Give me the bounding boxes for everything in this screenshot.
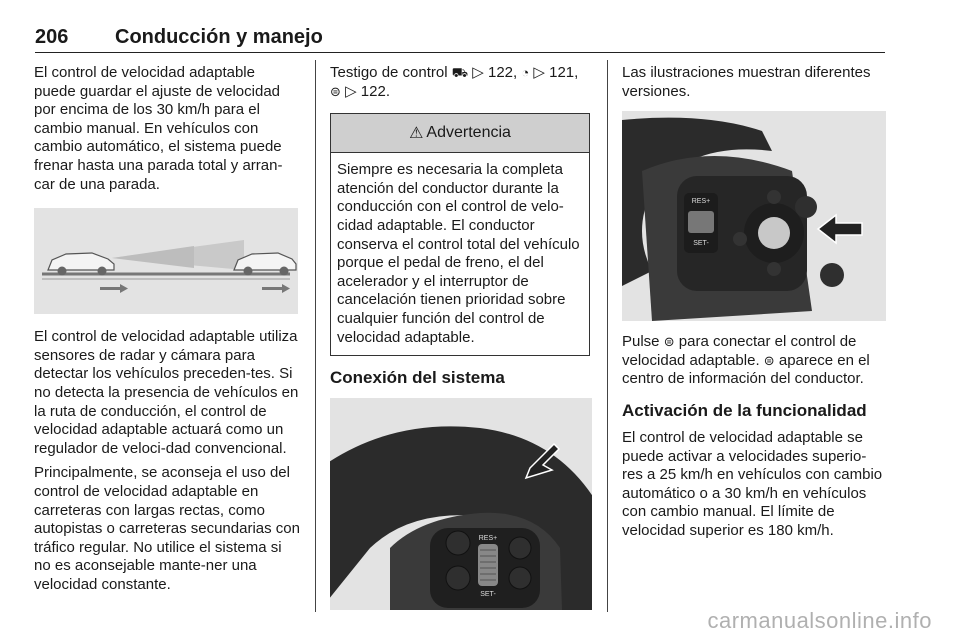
paragraph: Principalmente, se aconseja el uso del control de velocidad adaptable en carreteras con largas rectas, como autopistas o carreteras secundarias con tráfico regular. No utilice el sistema si no es aconsejable mante-ner una velocidad constante. xyxy=(34,464,300,593)
adaptive-cruise-icon: ⊜ xyxy=(763,352,775,368)
paragraph: El control de velocidad adaptable puede guardar el ajuste de velocidad por encima de los 30 km/h para el cambio manual. En vehículos con cambio automático, el sistema puede frenar hasta una parada total y arran-car de una parada. xyxy=(34,64,283,193)
svg-text:RES+: RES+ xyxy=(478,535,498,543)
column-divider xyxy=(315,60,316,612)
svg-text:SET-: SET- xyxy=(480,591,496,599)
section-heading: Activación de la funcionalidad xyxy=(622,400,867,420)
steering-wheel-illustration-1 xyxy=(330,398,592,610)
column-left xyxy=(34,64,300,600)
arrow-icon: ▷ xyxy=(345,82,357,100)
column-middle xyxy=(330,64,592,610)
column-divider xyxy=(607,60,608,612)
pulse-instruction: Pulse ⊜ para conectar el control de velocidad adaptable. ⊜ aparece en el centro de información del conductor. xyxy=(622,333,870,388)
indicator-reference: Testigo de control ⛟ ▷ 122, ◔ ▷ 121, ⊜ ▷ 122. xyxy=(330,64,579,100)
radar-illustration xyxy=(34,208,298,314)
page-number: 206 xyxy=(35,26,69,48)
warning-text: Siempre es necesaria la completa atención del conductor durante la conducción con el control de velo-cidad adaptable. El conductor conserva el control total del vehículo porque el pedal de freno, el del acelerador y el interruptor de cancelación tienen prioridad sobre cualquier función del control de velocidad adaptable. xyxy=(337,161,580,346)
cruise-icon: ◔ xyxy=(521,65,530,80)
arrow-icon: ▷ xyxy=(472,64,484,81)
paragraph: El control de velocidad adaptable utiliza sensores de radar y cámara para detectar los vehículos preceden-tes. Si no detecta la presencia de vehículos en la ruta de conducción, el control de velocidad adaptable actuará como un regulador de veloci-dad convencional. xyxy=(34,328,299,457)
paragraph: Las ilustraciones muestran diferentes versiones. xyxy=(622,64,871,100)
section-heading: Conexión del sistema xyxy=(330,368,505,388)
warning-header: ⚠ Advertencia xyxy=(331,114,589,153)
paragraph: El control de velocidad adaptable se puede activar a velocidades superio-res a 25 km/h en vehículos con cambio automático o a 30 km/h en vehículos con cambio manual. El límite de velocidad superior es 180 km/h. xyxy=(622,428,883,539)
steering-wheel-illustration-2 xyxy=(622,111,886,321)
column-right xyxy=(622,64,886,547)
warning-box xyxy=(330,113,590,356)
watermark: carmanualsonline.info xyxy=(707,608,932,633)
page-title: Conducción y manejo xyxy=(115,26,323,48)
svg-text:SET-: SET- xyxy=(693,240,709,248)
svg-text:RES+: RES+ xyxy=(691,198,711,206)
adaptive-cruise-icon: ⊜ xyxy=(330,83,341,99)
adaptive-cruise-icon: ⊜ xyxy=(663,334,675,350)
car-icon: ⛟ xyxy=(451,65,469,80)
arrow-icon: ▷ xyxy=(533,64,545,81)
page-header xyxy=(35,22,885,53)
warning-triangle-icon: ⚠ xyxy=(409,125,424,143)
